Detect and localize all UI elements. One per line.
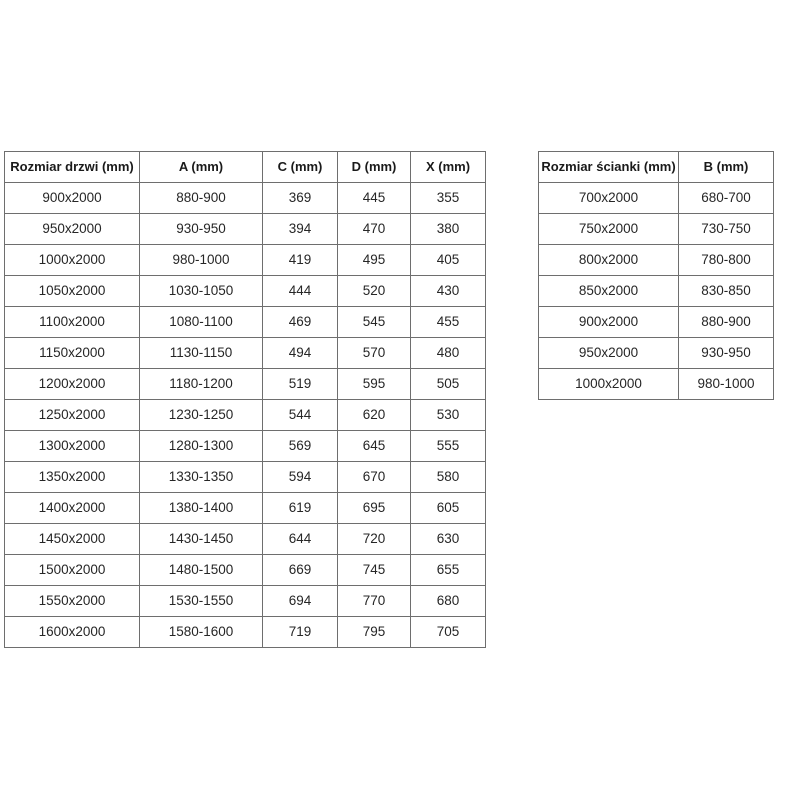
table-cell: 619 (263, 493, 338, 524)
table-cell: 1350x2000 (5, 462, 140, 493)
table-cell: 394 (263, 214, 338, 245)
table-cell: 455 (411, 307, 486, 338)
table-cell: 1400x2000 (5, 493, 140, 524)
table-cell: 1480-1500 (140, 555, 263, 586)
table-cell: 720 (338, 524, 411, 555)
table-cell: 1000x2000 (5, 245, 140, 276)
table-row (539, 245, 774, 276)
table-cell: 469 (263, 307, 338, 338)
table-cell: 355 (411, 183, 486, 214)
table-cell: 795 (338, 617, 411, 648)
table-cell: 1200x2000 (5, 369, 140, 400)
table-cell: 1500x2000 (5, 555, 140, 586)
table-row (5, 214, 486, 245)
table-cell: 1030-1050 (140, 276, 263, 307)
table-cell: 594 (263, 462, 338, 493)
table-row (539, 307, 774, 338)
table-cell: 1150x2000 (5, 338, 140, 369)
table-cell: 530 (411, 400, 486, 431)
table-cell: 1450x2000 (5, 524, 140, 555)
table-cell: 505 (411, 369, 486, 400)
table-cell: 850x2000 (539, 276, 679, 307)
table-cell: 430 (411, 276, 486, 307)
table-cell: 900x2000 (5, 183, 140, 214)
table-row (5, 493, 486, 524)
table-cell: 555 (411, 431, 486, 462)
table-cell: 1250x2000 (5, 400, 140, 431)
table-cell: 680-700 (679, 183, 774, 214)
table-row (5, 524, 486, 555)
table-cell: 630 (411, 524, 486, 555)
table-cell: 1050x2000 (5, 276, 140, 307)
table-cell: 800x2000 (539, 245, 679, 276)
table-cell: 1100x2000 (5, 307, 140, 338)
door-table-body (5, 183, 486, 648)
table-row (5, 276, 486, 307)
table-cell: 1580-1600 (140, 617, 263, 648)
table-cell: 480 (411, 338, 486, 369)
table-cell: 680 (411, 586, 486, 617)
table-cell: 405 (411, 245, 486, 276)
table-cell: 880-900 (140, 183, 263, 214)
table-cell: 1230-1250 (140, 400, 263, 431)
table-row (539, 369, 774, 400)
table-cell: 1430-1450 (140, 524, 263, 555)
table-cell: 1600x2000 (5, 617, 140, 648)
table-cell: 644 (263, 524, 338, 555)
table-cell: 520 (338, 276, 411, 307)
door-table-header-rozmiar-drzwi: Rozmiar drzwi (mm) (5, 152, 140, 183)
table-cell: 950x2000 (5, 214, 140, 245)
table-cell: 770 (338, 586, 411, 617)
table-cell: 655 (411, 555, 486, 586)
table-cell: 444 (263, 276, 338, 307)
table-cell: 830-850 (679, 276, 774, 307)
table-cell: 700x2000 (539, 183, 679, 214)
table-cell: 669 (263, 555, 338, 586)
table-cell: 1550x2000 (5, 586, 140, 617)
table-row (5, 183, 486, 214)
table-cell: 930-950 (679, 338, 774, 369)
table-cell: 900x2000 (539, 307, 679, 338)
table-cell: 369 (263, 183, 338, 214)
table-cell: 544 (263, 400, 338, 431)
table-cell: 1300x2000 (5, 431, 140, 462)
table-cell: 1000x2000 (539, 369, 679, 400)
table-cell: 750x2000 (539, 214, 679, 245)
table-row (5, 307, 486, 338)
table-cell: 419 (263, 245, 338, 276)
table-cell: 605 (411, 493, 486, 524)
table-cell: 1380-1400 (140, 493, 263, 524)
wall-table-header-b: B (mm) (679, 152, 774, 183)
table-row (5, 431, 486, 462)
wall-table-header-rozmiar-scianki: Rozmiar ścianki (mm) (539, 152, 679, 183)
wall-size-table (538, 151, 774, 400)
table-cell: 1080-1100 (140, 307, 263, 338)
table-row (5, 462, 486, 493)
table-row (539, 276, 774, 307)
table-cell: 719 (263, 617, 338, 648)
door-table-header-d: D (mm) (338, 152, 411, 183)
table-cell: 780-800 (679, 245, 774, 276)
table-row (5, 555, 486, 586)
table-cell: 1530-1550 (140, 586, 263, 617)
table-cell: 569 (263, 431, 338, 462)
table-cell: 580 (411, 462, 486, 493)
table-cell: 730-750 (679, 214, 774, 245)
table-cell: 595 (338, 369, 411, 400)
table-cell: 1180-1200 (140, 369, 263, 400)
table-cell: 695 (338, 493, 411, 524)
table-cell: 950x2000 (539, 338, 679, 369)
table-cell: 380 (411, 214, 486, 245)
table-cell: 745 (338, 555, 411, 586)
table-cell: 620 (338, 400, 411, 431)
table-cell: 694 (263, 586, 338, 617)
table-row (5, 369, 486, 400)
table-cell: 470 (338, 214, 411, 245)
table-cell: 980-1000 (679, 369, 774, 400)
table-cell: 545 (338, 307, 411, 338)
table-cell: 705 (411, 617, 486, 648)
table-cell: 519 (263, 369, 338, 400)
table-row (539, 338, 774, 369)
table-row (5, 400, 486, 431)
table-row (539, 214, 774, 245)
table-cell: 570 (338, 338, 411, 369)
door-table-header-a: A (mm) (140, 152, 263, 183)
table-row (5, 617, 486, 648)
table-cell: 930-950 (140, 214, 263, 245)
table-row (5, 586, 486, 617)
table-cell: 495 (338, 245, 411, 276)
table-cell: 1280-1300 (140, 431, 263, 462)
table-row (5, 245, 486, 276)
table-cell: 1130-1150 (140, 338, 263, 369)
wall-table-header-row (539, 152, 774, 183)
door-table-header-c: C (mm) (263, 152, 338, 183)
table-cell: 445 (338, 183, 411, 214)
door-size-table (4, 151, 486, 648)
table-cell: 880-900 (679, 307, 774, 338)
wall-table-body (539, 183, 774, 400)
table-cell: 980-1000 (140, 245, 263, 276)
table-cell: 670 (338, 462, 411, 493)
door-table-header-row (5, 152, 486, 183)
door-table-header-x: X (mm) (411, 152, 486, 183)
table-cell: 494 (263, 338, 338, 369)
table-cell: 1330-1350 (140, 462, 263, 493)
table-row (539, 183, 774, 214)
table-row (5, 338, 486, 369)
table-cell: 645 (338, 431, 411, 462)
